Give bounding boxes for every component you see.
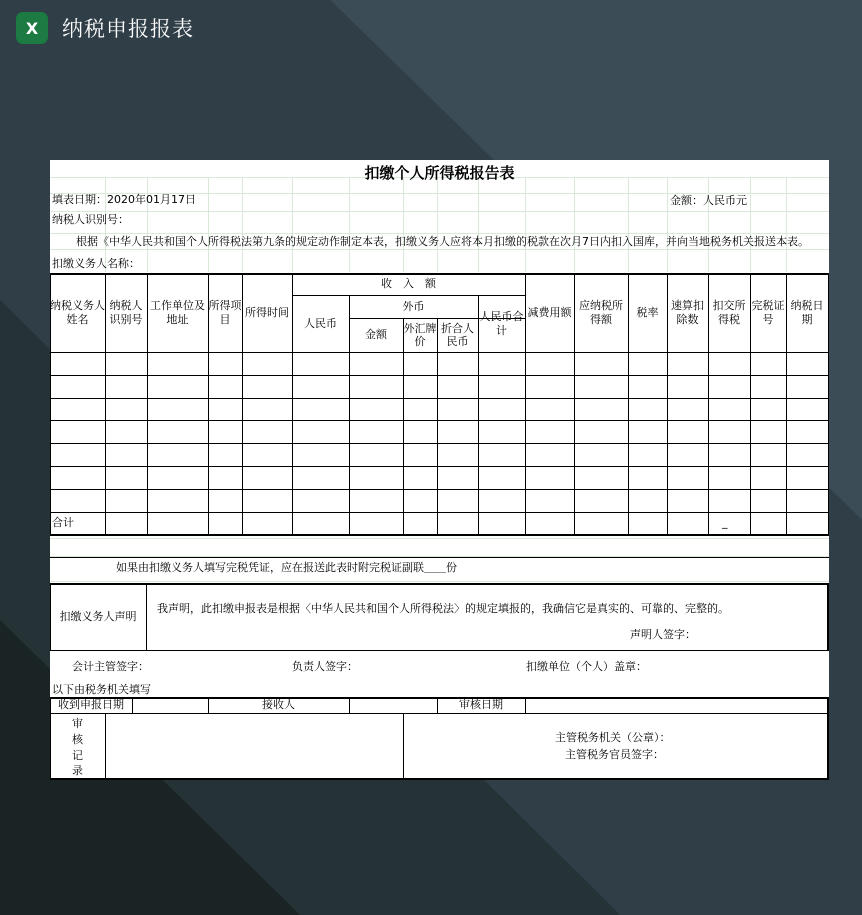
excel-icon: X <box>16 12 48 44</box>
review-record-char: 记 <box>72 748 83 762</box>
header-rmb: 人民币 <box>304 316 337 330</box>
unit-seal: 扣缴单位（个人）盖章： <box>526 660 647 673</box>
tax-authority-seal: 主管税务机关（公章）： <box>555 731 671 744</box>
responsible-sign: 负责人签字： <box>292 660 358 673</box>
header-tax-id: 纳税人识别号 <box>109 299 143 326</box>
header-name: 纳税义务人姓名 <box>50 299 105 326</box>
withholder-name-label: 扣缴义务人名称： <box>52 257 140 270</box>
declaration-label: 扣缴义务人声明 <box>59 609 137 623</box>
app-header <box>16 10 194 46</box>
header-income-amount: 收 入 额 <box>381 277 436 291</box>
declaration-text: 我声明，此扣缴申报表是根据〈中华人民共和国个人所得税法〉的规定填报的，我确信它是真实的、可靠的、完整的。 <box>157 602 729 615</box>
officer-sign: 主管税务官员签字： <box>565 748 664 761</box>
receiver-label: 接收人 <box>262 698 295 712</box>
header-rmb-total: 人民币合计 <box>479 310 524 337</box>
basis-note: 根据《中华人民共和国个人所得税法第九条的规定动作制定本表，扣缴义务人应将本月扣缴的税款在次月7日内扣入国库，并向当地税务机关报送本表。 <box>76 235 809 248</box>
header-tax-rate: 税率 <box>636 305 659 319</box>
taxpayer-id-label: 纳税人识别号： <box>52 213 129 226</box>
header-income-period: 所得时间 <box>245 305 289 319</box>
declarant-sign: 声明人签字： <box>630 628 696 641</box>
header-certificate-no: 完税证号 <box>751 299 785 326</box>
header-quick-deduction: 速算扣除数 <box>671 299 704 326</box>
header-tax-date: 纳税日期 <box>790 299 824 326</box>
amount-unit: 金额：人民币元 <box>670 194 747 207</box>
fill-date: 填表日期：2020年01月17日 <box>52 193 196 206</box>
receive-date-label: 收到申报日期 <box>58 698 124 712</box>
review-record-char: 核 <box>72 732 83 746</box>
review-date-label: 审核日期 <box>459 698 503 712</box>
header-withheld-tax: 扣交所得税 <box>712 299 746 326</box>
header-exchange-rate: 外汇牌价 <box>403 321 437 348</box>
tax-office-fill: 以下由税务机关填写 <box>52 683 151 696</box>
header-foreign-amount: 金额 <box>365 328 387 342</box>
tax-form-sheet <box>50 160 829 780</box>
accountant-sign: 会计主管签字： <box>72 660 149 673</box>
header-employer: 工作单位及地址 <box>150 299 205 326</box>
header-income-item: 所得项目 <box>208 299 242 326</box>
review-record-char: 录 <box>72 763 83 777</box>
header-converted-rmb: 折合人民币 <box>441 321 474 348</box>
total-label: 合计 <box>52 516 74 529</box>
form-title: 扣缴个人所得税报告表 <box>364 164 515 182</box>
header-deduction: 减费用额 <box>527 305 572 319</box>
header-taxable: 应纳税所得额 <box>579 299 623 326</box>
header-foreign: 外币 <box>402 299 425 313</box>
review-record-char: 审 <box>72 716 83 730</box>
total-dash: _ <box>722 516 728 529</box>
copies-note: 如果由扣缴义务人填写完税凭证，应在报送此表时附完税证副联＿＿份 <box>116 561 457 574</box>
app-title: 纳税申报报表 <box>62 17 194 41</box>
